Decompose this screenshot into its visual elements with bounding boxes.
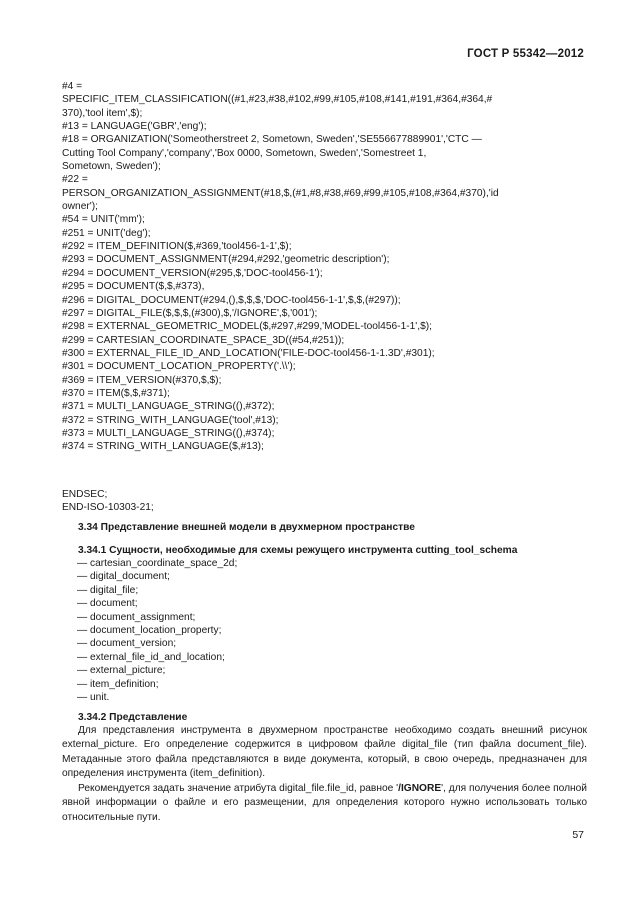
code-line: SPECIFIC_ITEM_CLASSIFICATION((#1,#23,#38,#102,#99,#105,#108,#141,#191,#364,#364,# (62, 94, 493, 106)
code-line: #370 = ITEM($,$,#371); (62, 387, 170, 399)
list-item: — digital_document; (77, 571, 170, 583)
paragraph-representation (62, 724, 587, 782)
code-line: #18 = ORGANIZATION('Someotherstreet 2, Sometown, Sweden','SE556677889901','CTC — (62, 134, 482, 146)
code-line: #372 = STRING_WITH_LANGUAGE('tool',#13); (62, 414, 279, 426)
entity-list (77, 557, 237, 704)
paragraph-text-end: ', для получения более полной явной информации о файле и его размещении, для определения которого нужно использовать только относительные пути. (62, 783, 587, 823)
code-line: owner'); (62, 201, 98, 213)
document-header: ГОСТ Р 55342—2012 (467, 48, 584, 60)
code-line: #294 = DOCUMENT_VERSION(#295,$,'DOC-tool456-1'); (62, 267, 323, 279)
code-line: #292 = ITEM_DEFINITION($,#369,'tool456-1-1',$); (62, 241, 292, 253)
code-line: #299 = CARTESIAN_COORDINATE_SPACE_3D((#54,#251)); (62, 334, 345, 346)
code-line: #371 = MULTI_LANGUAGE_STRING((),#372); (62, 401, 275, 413)
list-item: — cartesian_coordinate_space_2d; (77, 558, 238, 569)
code-line: #295 = DOCUMENT($,$,#373), (62, 281, 205, 293)
list-item: — item_definition; (77, 678, 159, 690)
code-line: #297 = DIGITAL_FILE($,$,$,(#300),$,'/IGNORE',$,'001'); (62, 307, 318, 319)
list-item: — unit. (77, 692, 110, 704)
code-line: 370),'tool item',$); (62, 107, 143, 119)
paragraph-text: Для представления инструмента в двухмерном пространстве необходимо создать внешний рисунок external_picture. Его определение содержится в цифровом файле digital_file (тип файла document_file). Метаданные этого файла представляются в виде документа, который, в свою очередь, предназначен для определения инструмента (item_definition). (62, 725, 587, 780)
list-item: — document_assignment; (77, 611, 196, 623)
list-item: — external_file_id_and_location; (77, 651, 225, 663)
code-line: END-ISO-10303-21; (62, 502, 154, 514)
list-item: — digital_file; (77, 584, 139, 596)
code-line: #54 = UNIT('mm'); (62, 214, 145, 226)
list-item: — document_location_property; (77, 625, 222, 637)
code-line: #301 = DOCUMENT_LOCATION_PROPERTY('.\\'); (62, 361, 296, 373)
paragraph-text-start: Рекомендуется задать значение атрибута digital_file.file_id, равное ' (78, 783, 399, 794)
list-item: — external_picture; (77, 665, 166, 677)
code-line: PERSON_ORGANIZATION_ASSIGNMENT(#18,$,(#1,#8,#38,#69,#99,#105,#108,#364,#370),'id (62, 187, 499, 199)
paragraph-bold-value: /IGNORE (398, 783, 442, 794)
code-line: #22 = (62, 174, 88, 186)
code-line: #13 = LANGUAGE('GBR','eng'); (62, 121, 207, 133)
code-line: #293 = DOCUMENT_ASSIGNMENT(#294,#292,'geometric description'); (62, 254, 390, 266)
section-heading-3-34: 3.34 Представление внешней модели в двухмерном пространстве (78, 522, 415, 533)
code-line: Sometown, Sweden'); (62, 161, 161, 173)
code-line: #296 = DIGITAL_DOCUMENT(#294,(),$,$,$,'DOC-tool456-1-1',$,$,(#297)); (62, 294, 401, 306)
code-line: #374 = STRING_WITH_LANGUAGE($,#13); (62, 441, 264, 453)
section-heading-3-34-1: 3.34.1 Сущности, необходимые для схемы режущего инструмента cutting_tool_schema (78, 545, 518, 556)
step-code-block (62, 80, 582, 454)
list-item: — document; (77, 598, 138, 610)
code-line: #373 = MULTI_LANGUAGE_STRING((),#374); (62, 427, 275, 439)
paragraph-recommendation (62, 782, 587, 825)
code-line: #251 = UNIT('deg'); (62, 227, 151, 239)
code-line: Cutting Tool Company','company','Box 0000, Sometown, Sweden','Somestreet 1, (62, 147, 427, 159)
section-heading-3-34-2: 3.34.2 Представление (78, 712, 188, 723)
page-number: 57 (572, 829, 584, 841)
step-code-end (62, 488, 154, 515)
code-line: ENDSEC; (62, 489, 108, 500)
code-line: #300 = EXTERNAL_FILE_ID_AND_LOCATION('FILE-DOC-tool456-1-1.3D',#301); (62, 347, 435, 359)
list-item: — document_version; (77, 638, 177, 650)
code-line: #298 = EXTERNAL_GEOMETRIC_MODEL($,#297,#299,'MODEL-tool456-1-1',$); (62, 321, 432, 333)
code-line: #369 = ITEM_VERSION(#370,$,$); (62, 374, 222, 386)
code-line: #4 = (62, 81, 83, 92)
